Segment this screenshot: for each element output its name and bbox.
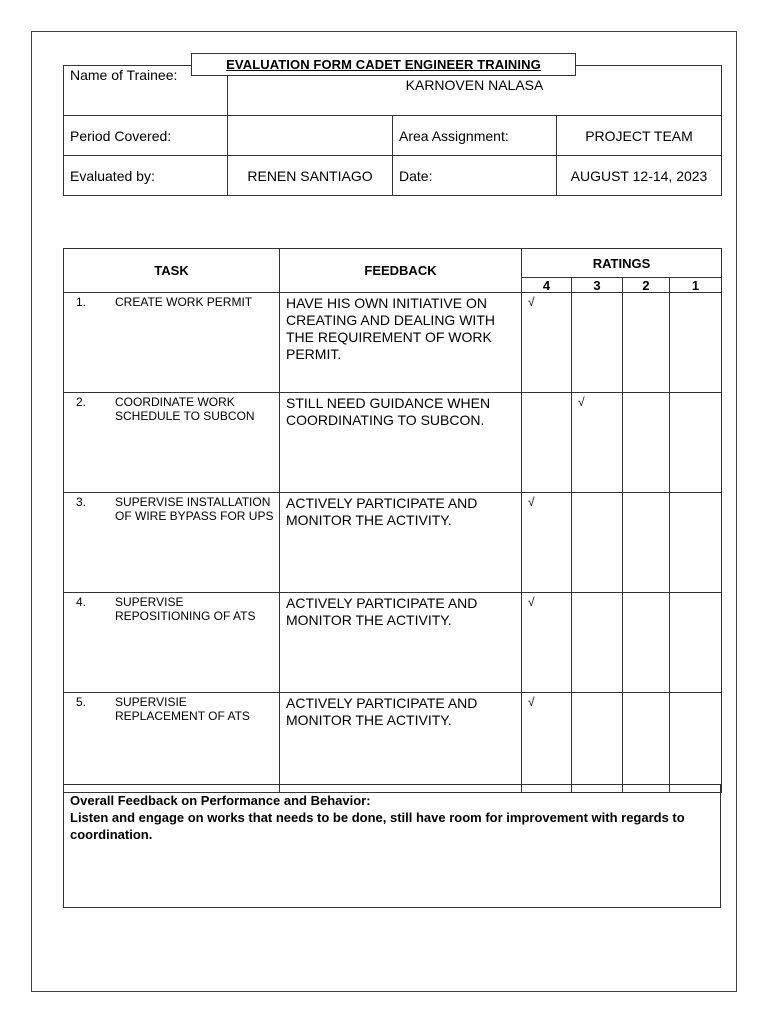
- trainee-info-table: [63, 65, 722, 196]
- rating-cell-2: [623, 293, 670, 393]
- date-label: Date:: [393, 156, 557, 196]
- task-number: 2.: [76, 395, 87, 409]
- feedback-cell: STILL NEED GUIDANCE WHEN COORDINATING TO SUBCON.: [280, 393, 522, 493]
- overall-feedback-label: Overall Feedback on Performance and Behavior:: [70, 793, 371, 808]
- rating-cell-4: [522, 493, 572, 593]
- date-value: AUGUST 12-14, 2023: [557, 156, 722, 196]
- task-description: SUPERVISIE REPLACEMENT OF ATS: [115, 695, 250, 723]
- feedback-cell: HAVE HIS OWN INITIATIVE ON CREATING AND DEALING WITH THE REQUIREMENT OF WORK PERMIT.: [280, 293, 522, 393]
- task-number: 5.: [76, 695, 87, 709]
- overall-feedback: [63, 784, 721, 908]
- task-header: TASK: [64, 249, 280, 293]
- name-of-trainee-label: Name of Trainee:: [64, 66, 228, 116]
- task-number: 3.: [76, 495, 87, 509]
- check-mark: √: [528, 495, 535, 509]
- area-assignment-value: PROJECT TEAM: [557, 116, 722, 156]
- task-cell: [64, 293, 280, 393]
- task-description: SUPERVISE REPOSITIONING OF ATS: [115, 595, 256, 623]
- feedback-cell: ACTIVELY PARTICIPATE AND MONITOR THE ACTIVITY.: [280, 493, 522, 593]
- feedback-header: FEEDBACK: [280, 249, 522, 293]
- task-cell: [64, 693, 280, 793]
- task-row: [64, 293, 722, 393]
- rating-cell-3: [572, 393, 623, 493]
- rating-cell-1: [670, 593, 722, 693]
- task-number: 1.: [76, 295, 87, 309]
- rating-cell-2: [623, 393, 670, 493]
- task-description: CREATE WORK PERMIT: [115, 295, 253, 309]
- rating-scale-3: 3: [572, 278, 623, 293]
- ratings-header: RATINGS: [522, 249, 722, 278]
- task-cell: [64, 493, 280, 593]
- task-row: [64, 693, 722, 793]
- form-title: EVALUATION FORM CADET ENGINEER TRAINING: [191, 53, 576, 76]
- rating-cell-4: [522, 393, 572, 493]
- rating-cell-1: [670, 693, 722, 793]
- rating-cell-2: [623, 593, 670, 693]
- feedback-cell: ACTIVELY PARTICIPATE AND MONITOR THE ACTIVITY.: [280, 593, 522, 693]
- task-cell: [64, 593, 280, 693]
- rating-cell-2: [623, 693, 670, 793]
- task-row: [64, 393, 722, 493]
- overall-feedback-text: Listen and engage on works that needs to be done, still have room for improvement with regards to coordination.: [70, 810, 685, 842]
- rating-scale-1: 1: [670, 278, 722, 293]
- task-description: COORDINATE WORK SCHEDULE TO SUBCON: [115, 395, 255, 423]
- task-number: 4.: [76, 595, 87, 609]
- check-mark: √: [528, 595, 535, 609]
- rating-scale-4: 4: [522, 278, 572, 293]
- check-mark: √: [578, 395, 585, 409]
- period-covered-label: Period Covered:: [64, 116, 228, 156]
- period-covered-value: [228, 116, 393, 156]
- check-mark: √: [528, 695, 535, 709]
- task-description: SUPERVISE INSTALLATION OF WIRE BYPASS FOR UPS: [115, 495, 274, 523]
- rating-cell-3: [572, 693, 623, 793]
- rating-cell-4: [522, 593, 572, 693]
- rating-cell-4: [522, 693, 572, 793]
- check-mark: √: [528, 295, 535, 309]
- rating-cell-3: [572, 493, 623, 593]
- rating-cell-3: [572, 593, 623, 693]
- area-assignment-label: Area Assignment:: [393, 116, 557, 156]
- evaluated-by-label: Evaluated by:: [64, 156, 228, 196]
- name-of-trainee-value: KARNOVEN NALASA: [228, 66, 722, 116]
- rating-cell-4: [522, 293, 572, 393]
- rating-scale-2: 2: [623, 278, 670, 293]
- evaluated-by-value: RENEN SANTIAGO: [228, 156, 393, 196]
- task-row: [64, 493, 722, 593]
- task-cell: [64, 393, 280, 493]
- task-ratings-table: [63, 248, 722, 793]
- rating-cell-1: [670, 493, 722, 593]
- rating-cell-1: [670, 393, 722, 493]
- feedback-cell: ACTIVELY PARTICIPATE AND MONITOR THE ACTIVITY.: [280, 693, 522, 793]
- rating-cell-2: [623, 493, 670, 593]
- task-row: [64, 593, 722, 693]
- rating-cell-3: [572, 293, 623, 393]
- rating-cell-1: [670, 293, 722, 393]
